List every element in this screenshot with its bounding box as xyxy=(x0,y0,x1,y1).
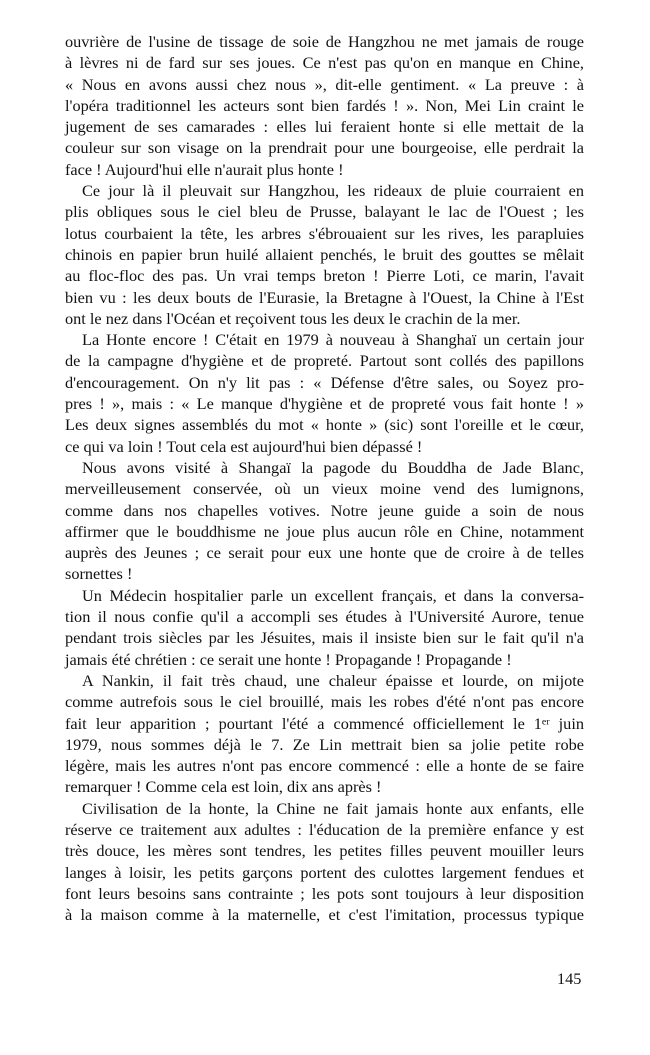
text-line: remarquer ! Comme cela est loin, dix ans après ! xyxy=(65,777,382,797)
text-line: affirmer que le bouddhisme ne joue plus aucun rôle en Chine, notamment xyxy=(65,521,584,541)
text-line: font leurs besoins sans contrainte ; les pots sont toujours à leur disposition xyxy=(65,883,584,903)
text-line: auprès des Jeunes ; ce serait pour eux une honte que de croire à de telles xyxy=(65,543,584,563)
text-line: merveilleusement conservée, où un vieux moine vend des lumignons, xyxy=(65,479,584,499)
text-line: tion il nous confie qu'il a accompli ses études à l'Université Aurore, tenue xyxy=(65,607,584,627)
paragraph xyxy=(65,798,584,926)
text-line: A Nankin, il fait très chaud, une chaleur épaisse et lourde, on mijote xyxy=(82,670,584,690)
text-line: l'opéra traditionnel les acteurs sont bien fardés ! ». Non, Mei Lin craint le xyxy=(65,95,584,115)
text-line: 1979, nous sommes déjà le 7. Ze Lin mettrait bien sa jolie petite robe xyxy=(65,734,584,754)
text-line: La Honte encore ! C'était en 1979 à nouveau à Shanghaï un certain jour xyxy=(82,330,584,350)
text-line: à la maison comme à la maternelle, et c'est l'imitation, processus typique xyxy=(65,905,584,925)
text-line: comme dans nos chapelles votives. Notre jeune guide a soin de nous xyxy=(65,500,584,520)
text-line: chinois en papier brun huilé allaient penchés, le bruit des gouttes se mêlait xyxy=(65,244,584,264)
text-line: comme autrefois sous le ciel brouillé, mais les robes d'été n'ont pas encore xyxy=(65,692,584,712)
text-line: pendant trois siècles par les Jésuites, mais il insiste bien sur le fait qu'il n'a xyxy=(65,628,584,648)
text-line: couleur sur son visage on la prendrait pour une bourgeoise, elle perdrait la xyxy=(65,138,584,158)
text-line: d'encouragement. On n'y lit pas : « Défense d'être sales, ou Soyez pro- xyxy=(65,372,584,392)
text-line: fait leur apparition ; pourtant l'été a commencé officiellement le 1ᵉʳ juin xyxy=(65,713,584,733)
body-text xyxy=(65,31,584,925)
text-line: langes à loisir, les petits garçons portent des culottes largement fendues et xyxy=(65,862,584,882)
text-line: « Nous en avons aussi chez nous », dit-elle gentiment. « La preuve : à xyxy=(65,74,584,94)
text-line: de la campagne d'hygiène et de propreté. Partout sont collés des papillons xyxy=(65,351,584,371)
paragraph xyxy=(65,31,584,180)
text-line: plis obliques sous le ciel bleu de Prusse, balayant le lac de l'Ouest ; les xyxy=(65,202,584,222)
paragraph xyxy=(65,329,584,457)
text-line: lotus courbaient la tête, les arbres s'ébrouaient sur les rives, les parapluies xyxy=(65,223,584,243)
text-line: face ! Aujourd'hui elle n'aurait plus honte ! xyxy=(65,159,344,179)
paragraph xyxy=(65,670,584,798)
text-line: Nous avons visité à Shangaï la pagode du Bouddha de Jade Blanc, xyxy=(82,457,584,477)
paragraph xyxy=(65,585,584,670)
text-line: sornettes ! xyxy=(65,564,133,584)
text-line: ouvrière de l'usine de tissage de soie de Hangzhou ne met jamais de rouge xyxy=(65,32,584,51)
text-line: ont le nez dans l'Océan et reçoivent tous les deux le crachin de la mer. xyxy=(65,308,521,328)
text-line: au floc-floc des pas. Un vrai temps breton ! Pierre Loti, ce marin, l'avait xyxy=(65,266,584,286)
text-line: Un Médecin hospitalier parle un excellent français, et dans la conversa- xyxy=(82,585,584,605)
page-number: 145 xyxy=(557,969,582,988)
paragraph xyxy=(65,457,584,585)
text-line: jamais été chrétien : ce serait une honte ! Propagande ! Propagande ! xyxy=(65,649,512,669)
text-line: très douce, les mères sont tendres, les petites filles peuvent mouiller leurs xyxy=(65,841,584,861)
text-line: bien vu : les deux bouts de l'Eurasie, la Bretagne à l'Ouest, la Chine à l'Est xyxy=(65,287,584,307)
text-line: pres ! », mais : « Le manque d'hygiène et de propreté vous fait honte ! » xyxy=(65,394,584,414)
text-line: jugement de ses camarades : elles lui feraient honte si elle mettait de la xyxy=(65,117,584,137)
text-line: Ce jour là il pleuvait sur Hangzhou, les rideaux de pluie courraient en xyxy=(82,181,584,201)
text-line: à lèvres ni de fard sur ses joues. Ce n'est pas qu'on en manque en Chine, xyxy=(65,53,584,73)
text-line: réserve ce traitement aux adultes : l'éducation de la première enfance y est xyxy=(65,819,584,839)
text-line: Civilisation de la honte, la Chine ne fait jamais honte aux enfants, elle xyxy=(82,798,584,818)
paragraph xyxy=(65,180,584,329)
text-line: ce qui va loin ! Tout cela est aujourd'hui bien dépassé ! xyxy=(65,436,423,456)
text-line: légère, mais les autres n'ont pas encore commencé : elle a honte de se faire xyxy=(65,756,584,776)
text-line: Les deux signes assemblés du mot « honte » (sic) sont l'oreille et le cœur, xyxy=(65,415,584,435)
